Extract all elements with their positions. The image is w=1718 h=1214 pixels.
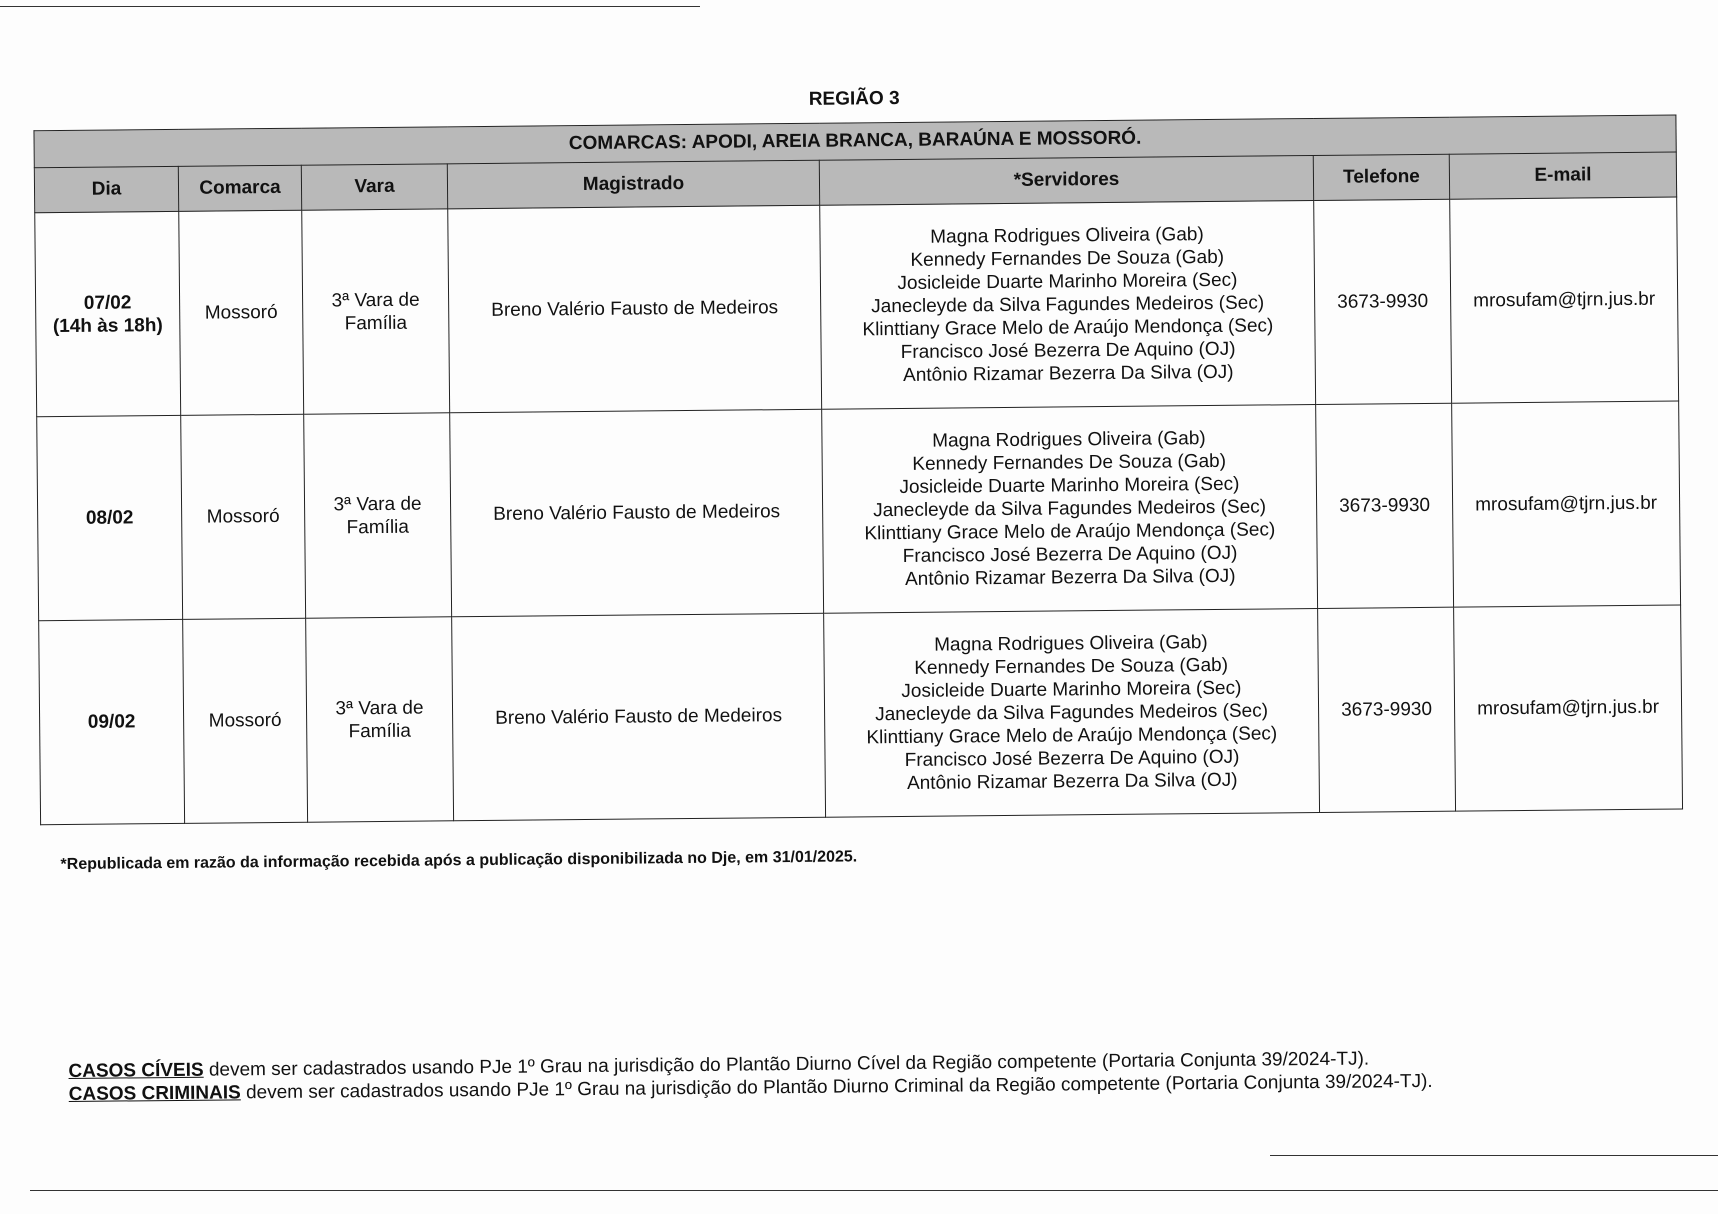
- notes: [68, 1047, 1432, 1106]
- day-date: 07/02: [83, 291, 132, 314]
- header-telefone: Telefone: [1313, 154, 1449, 200]
- day-time: (14h às 18h): [52, 314, 163, 337]
- email-cell: mrosufam@tjrn.jus.br: [1450, 197, 1679, 403]
- note-text-civeis: devem ser cadastrados usando PJe 1º Grau na jurisdição do Plantão Diurno Cível da Região competente (Portaria Conjunta 39/2024-TJ).: [203, 1048, 1370, 1081]
- servidor: Antônio Rizamar Bezerra Da Silva (OJ): [904, 565, 1236, 590]
- servidor: Klinttiany Grace Melo de Araújo Mendonça (Sec): [864, 519, 1276, 545]
- day-cell: [39, 619, 185, 824]
- servidor: Francisco José Bezerra De Aquino (OJ): [904, 746, 1240, 771]
- vara-cell: [304, 413, 452, 618]
- servidores-cell: [822, 405, 1318, 614]
- magistrado-cell: Breno Valério Fausto de Medeiros: [448, 205, 822, 413]
- day-date: 09/02: [87, 711, 136, 733]
- table-row: [39, 605, 1683, 825]
- comarca-cell: Mossoró: [181, 414, 306, 619]
- table-row: [37, 401, 1681, 621]
- email-cell: mrosufam@tjrn.jus.br: [1454, 605, 1683, 811]
- note-label-criminais: CASOS CRIMINAIS: [68, 1082, 241, 1106]
- header-vara: Vara: [301, 164, 447, 210]
- servidor: Klinttiany Grace Melo de Araújo Mendonça (Sec): [866, 723, 1278, 749]
- servidor: Josicleide Duarte Marinho Moreira (Sec): [899, 473, 1240, 499]
- servidor: Janecleyde da Silva Fagundes Medeiros (Sec): [875, 700, 1269, 726]
- magistrado-cell: Breno Valério Fausto de Medeiros: [450, 409, 824, 617]
- day-date: 08/02: [85, 507, 134, 529]
- servidores-cell: [820, 201, 1316, 410]
- comarca-cell: Mossoró: [183, 618, 308, 823]
- telefone-cell: 3673-9930: [1318, 607, 1456, 812]
- magistrado-cell: Breno Valério Fausto de Medeiros: [452, 613, 826, 821]
- servidor: Kennedy Fernandes De Souza (Gab): [912, 450, 1227, 475]
- note-text-criminais: devem ser cadastrados usando PJe 1º Grau na jurisdição do Plantão Diurno Criminal da Região competente (Portaria Conjunta 39/2024-TJ).: [240, 1070, 1433, 1104]
- table-row: [35, 197, 1679, 417]
- note-label-civeis: CASOS CÍVEIS: [68, 1059, 204, 1083]
- vara-line: 3ª Vara de: [331, 289, 420, 311]
- vara-cell: [302, 209, 450, 414]
- servidor: Magna Rodrigues Oliveira (Gab): [934, 632, 1208, 656]
- servidor: Janecleyde da Silva Fagundes Medeiros (Sec): [873, 496, 1267, 522]
- servidores-cell: [824, 608, 1320, 817]
- day-cell: [37, 415, 183, 620]
- servidor: Francisco José Bezerra De Aquino (OJ): [902, 542, 1238, 567]
- servidor: Antônio Rizamar Bezerra Da Silva (OJ): [906, 769, 1238, 794]
- servidor: Josicleide Duarte Marinho Moreira (Sec): [897, 269, 1238, 295]
- header-dia: Dia: [34, 166, 178, 212]
- telefone-cell: 3673-9930: [1314, 199, 1452, 404]
- email-cell: mrosufam@tjrn.jus.br: [1452, 401, 1681, 607]
- servidor: Magna Rodrigues Oliveira (Gab): [932, 428, 1206, 452]
- servidor: Magna Rodrigues Oliveira (Gab): [930, 224, 1204, 248]
- vara-line: 3ª Vara de: [333, 493, 422, 515]
- vara-line: Família: [344, 312, 408, 334]
- region-title: REGIÃO 3: [808, 87, 900, 110]
- telefone-cell: 3673-9930: [1316, 403, 1454, 608]
- servidor: Janecleyde da Silva Fagundes Medeiros (Sec): [871, 292, 1265, 318]
- servidor: Francisco José Bezerra De Aquino (OJ): [900, 338, 1236, 363]
- vara-line: Família: [346, 516, 410, 538]
- header-email: E-mail: [1449, 152, 1676, 199]
- header-servidores: *Servidores: [819, 156, 1313, 206]
- servidor: Klinttiany Grace Melo de Araújo Mendonça (Sec): [862, 315, 1274, 341]
- header-comarca: Comarca: [178, 165, 301, 211]
- servidor: Kennedy Fernandes De Souza (Gab): [910, 246, 1225, 271]
- day-cell: [35, 211, 181, 416]
- servidor: Antônio Rizamar Bezerra Da Silva (OJ): [902, 361, 1234, 386]
- vara-line: Família: [348, 720, 411, 742]
- schedule-table: [33, 115, 1683, 826]
- servidor: Kennedy Fernandes De Souza (Gab): [914, 654, 1229, 679]
- servidor: Josicleide Duarte Marinho Moreira (Sec): [901, 677, 1242, 702]
- comarca-cell: Mossoró: [179, 210, 304, 415]
- table-banner: COMARCAS: APODI, AREIA BRANCA, BARAÚNA E MOSSORÓ.: [34, 115, 1676, 168]
- footnote: *Republicada em razão da informação recebida após a publicação disponibilizada no Dje, em 31/01/2025.: [60, 848, 858, 874]
- vara-cell: [306, 617, 454, 822]
- header-magistrado: Magistrado: [447, 160, 819, 209]
- vara-line: 3ª Vara de: [335, 697, 424, 719]
